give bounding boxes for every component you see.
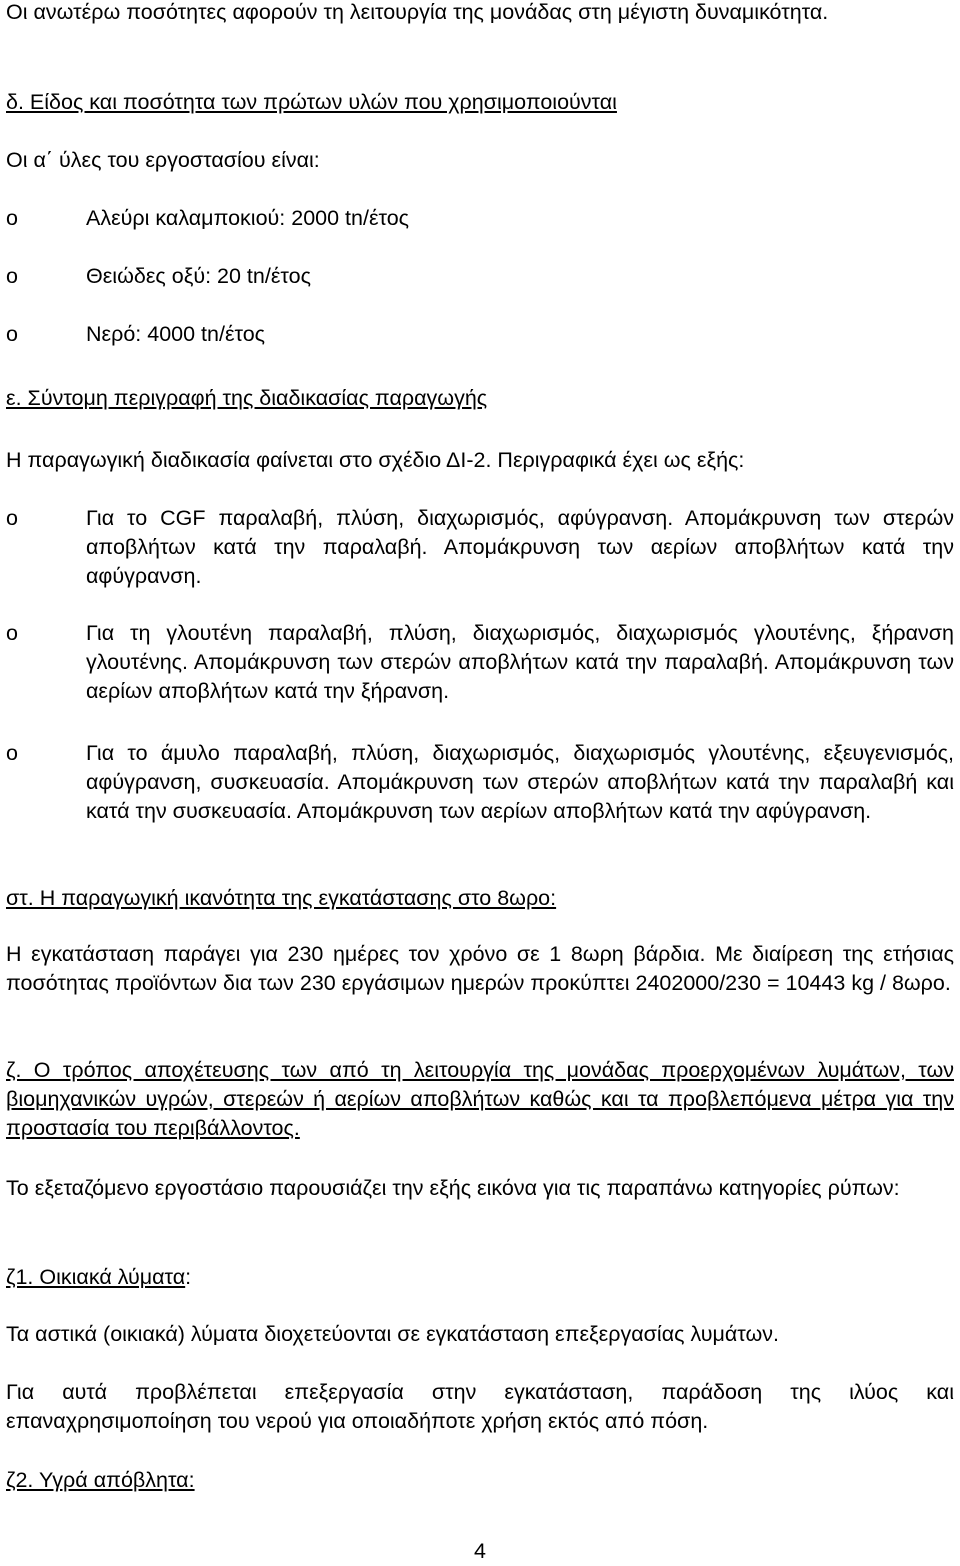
subsection-z2-heading: ζ2. Υγρά απόβλητα: xyxy=(6,1468,195,1492)
list-item-text: Αλεύρι καλαμποκιού: 2000 tn/έτος xyxy=(86,206,410,230)
subsection-z1-paragraph-2: Για αυτά προβλέπεται επεξεργασία στην εγκατάσταση, παράδοση της ιλύος και επαναχρησιμοποίηση του νερού για οποιαδήποτε χρήση εκτός από πόση. xyxy=(6,1380,954,1433)
bullet-icon: o xyxy=(6,322,18,346)
bullet-icon: o xyxy=(6,206,18,230)
section-e-lead: Η παραγωγική διαδικασία φαίνεται στο σχέδιο ΔΙ-2. Περιγραφικά έχει ως εξής: xyxy=(6,448,745,472)
section-st-heading: στ. Η παραγωγική ικανότητα της εγκατάστασης στο 8ωρο: xyxy=(6,886,557,910)
subsection-z1-title: ζ1. Οικιακά λύματα xyxy=(6,1265,186,1289)
list-item-text: Θειώδες οξύ: 20 tn/έτος xyxy=(86,264,311,288)
subsection-z1-colon: : xyxy=(185,1265,192,1289)
bullet-icon: o xyxy=(6,506,18,530)
list-item-text: Για τη γλουτένη παραλαβή, πλύση, διαχωρισμός, διαχωρισμός γλουτένης, ξήρανση γλουτένης. Απομάκρυνση των στερών αποβλήτων κατά την παραλαβή. Απομάκρυνση των αερίων αποβλήτων κατά την ξήρανση. xyxy=(86,621,954,703)
page-number: 4 xyxy=(474,1539,486,1563)
list-item-text: Νερό: 4000 tn/έτος xyxy=(86,322,266,346)
list-item-text: Για το άμυλο παραλαβή, πλύση, διαχωρισμός, διαχωρισμός γλουτένης, εξευγενισμός, αφύγρανση, συσκευασία. Απομάκρυνση των στερών αποβλήτων κατά την παραλαβή και κατά την συσκευασία. Απομάκρυνση των αερίων αποβλήτων κατά την αφύγρανση. xyxy=(86,741,954,823)
subsection-z1-paragraph-1: Τα αστικά (οικιακά) λύματα διοχετεύονται σε εγκατάσταση επεξεργασίας λυμάτων. xyxy=(6,1322,779,1346)
subsection-z1-heading xyxy=(6,1263,954,1292)
section-d-lead: Οι α΄ ύλες του εργοστασίου είναι: xyxy=(6,148,320,172)
intro-paragraph: Οι ανωτέρω ποσότητες αφορούν τη λειτουργία της μονάδας στη μέγιστη δυναμικότητα. xyxy=(6,0,829,24)
section-z-paragraph: Το εξεταζόμενο εργοστάσιο παρουσιάζει την εξής εικόνα για τις παραπάνω κατηγορίες ρύπων: xyxy=(6,1176,900,1200)
bullet-icon: o xyxy=(6,264,18,288)
section-st-paragraph: Η εγκατάσταση παράγει για 230 ημέρες τον χρόνο σε 1 8ωρη βάρδια. Με διαίρεση της ετήσιας ποσότητας προϊόντων δια των 230 εργάσιμων ημερών προκύπτει 2402000/230 = 10443 kg / 8ωρο. xyxy=(6,942,954,995)
bullet-icon: o xyxy=(6,741,18,765)
section-d-heading: δ. Είδος και ποσότητα των πρώτων υλών που χρησιμοποιούνται xyxy=(6,90,617,114)
section-e-heading: ε. Σύντομη περιγραφή της διαδικασίας παραγωγής xyxy=(6,386,488,410)
list-item-text: Για το CGF παραλαβή, πλύση, διαχωρισμός, αφύγρανση. Απομάκρυνση των στερών αποβλήτων κατά την παραλαβή. Απομάκρυνση των αερίων αποβλήτων κατά την αφύγρανση. xyxy=(86,506,954,588)
section-z-heading: ζ. Ο τρόπος αποχέτευσης των από τη λειτουργία της μονάδας προερχομένων λυμάτων, των βιομηχανικών υγρών, στερεών ή αερίων αποβλήτων καθώς και τα προβλεπόμενα μέτρα για την προστασία του περιβάλλοντος. xyxy=(6,1058,954,1140)
bullet-icon: o xyxy=(6,621,18,645)
